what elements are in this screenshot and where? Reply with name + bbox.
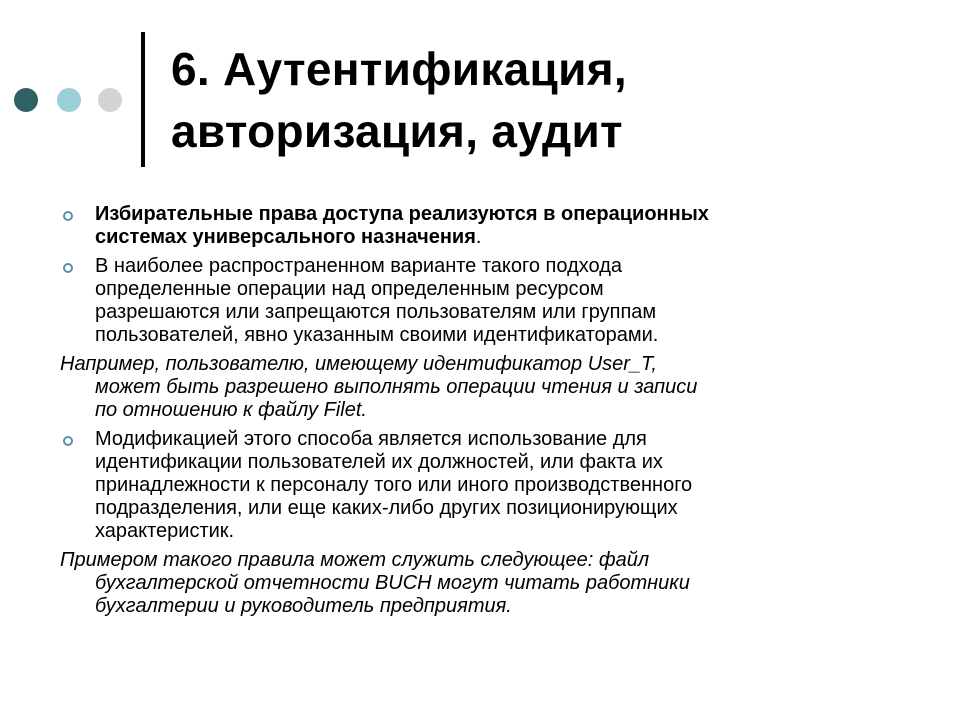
example-line: по отношению к файлу Filet. — [95, 399, 367, 421]
bullet-item — [60, 255, 880, 347]
dot-light — [98, 88, 122, 112]
slide-title-line-1: 6. Аутентификация, — [171, 43, 627, 95]
example-paragraph — [60, 353, 880, 422]
example-line: Примером такого правила может служить следующее: файл — [60, 549, 650, 571]
slide-body — [60, 203, 880, 624]
bullet-line: системах универсального назначения. — [95, 226, 482, 248]
slide-title-line-2: авторизация, аудит — [171, 105, 623, 157]
bullet-line: разрешаются или запрещаются пользователям или группам — [95, 301, 657, 323]
bullet-item — [60, 428, 880, 543]
example-paragraph — [60, 549, 880, 618]
dot-mid — [57, 88, 81, 112]
bullet-line: характеристик. — [95, 520, 235, 542]
bullet-line: подразделения, или еще каких-либо других позиционирующих — [95, 497, 678, 519]
bullet-line: В наиболее распространенном варианте такого подхода — [95, 255, 622, 277]
decorative-dots — [14, 86, 124, 114]
bullet-item — [60, 203, 880, 249]
bullet-line: пользователей, явно указанным своими идентификаторами. — [95, 324, 659, 346]
slide-title — [171, 38, 931, 162]
bullet-line: Модификацией этого способа является использование для — [95, 428, 647, 450]
example-line: может быть разрешено выполнять операции чтения и записи — [95, 376, 698, 398]
dot-dark — [14, 88, 38, 112]
bullet-line: определенные операции над определенным ресурсом — [95, 278, 604, 300]
title-divider — [141, 32, 145, 167]
bullet-line: Избирательные права доступа реализуются в операционных — [95, 203, 709, 225]
bullet-line: принадлежности к персоналу того или иного производственного — [95, 474, 693, 496]
bullet-line: идентификации пользователей их должностей, или факта их — [95, 451, 663, 473]
bullet-icon — [63, 263, 73, 273]
bullet-icon — [63, 436, 73, 446]
example-line: бухгалтерской отчетности BUCH могут читать работники — [95, 572, 690, 594]
example-line: Например, пользователю, имеющему идентификатор User_T, — [60, 353, 657, 375]
example-line: бухгалтерии и руководитель предприятия. — [95, 595, 512, 617]
bullet-icon — [63, 211, 73, 221]
